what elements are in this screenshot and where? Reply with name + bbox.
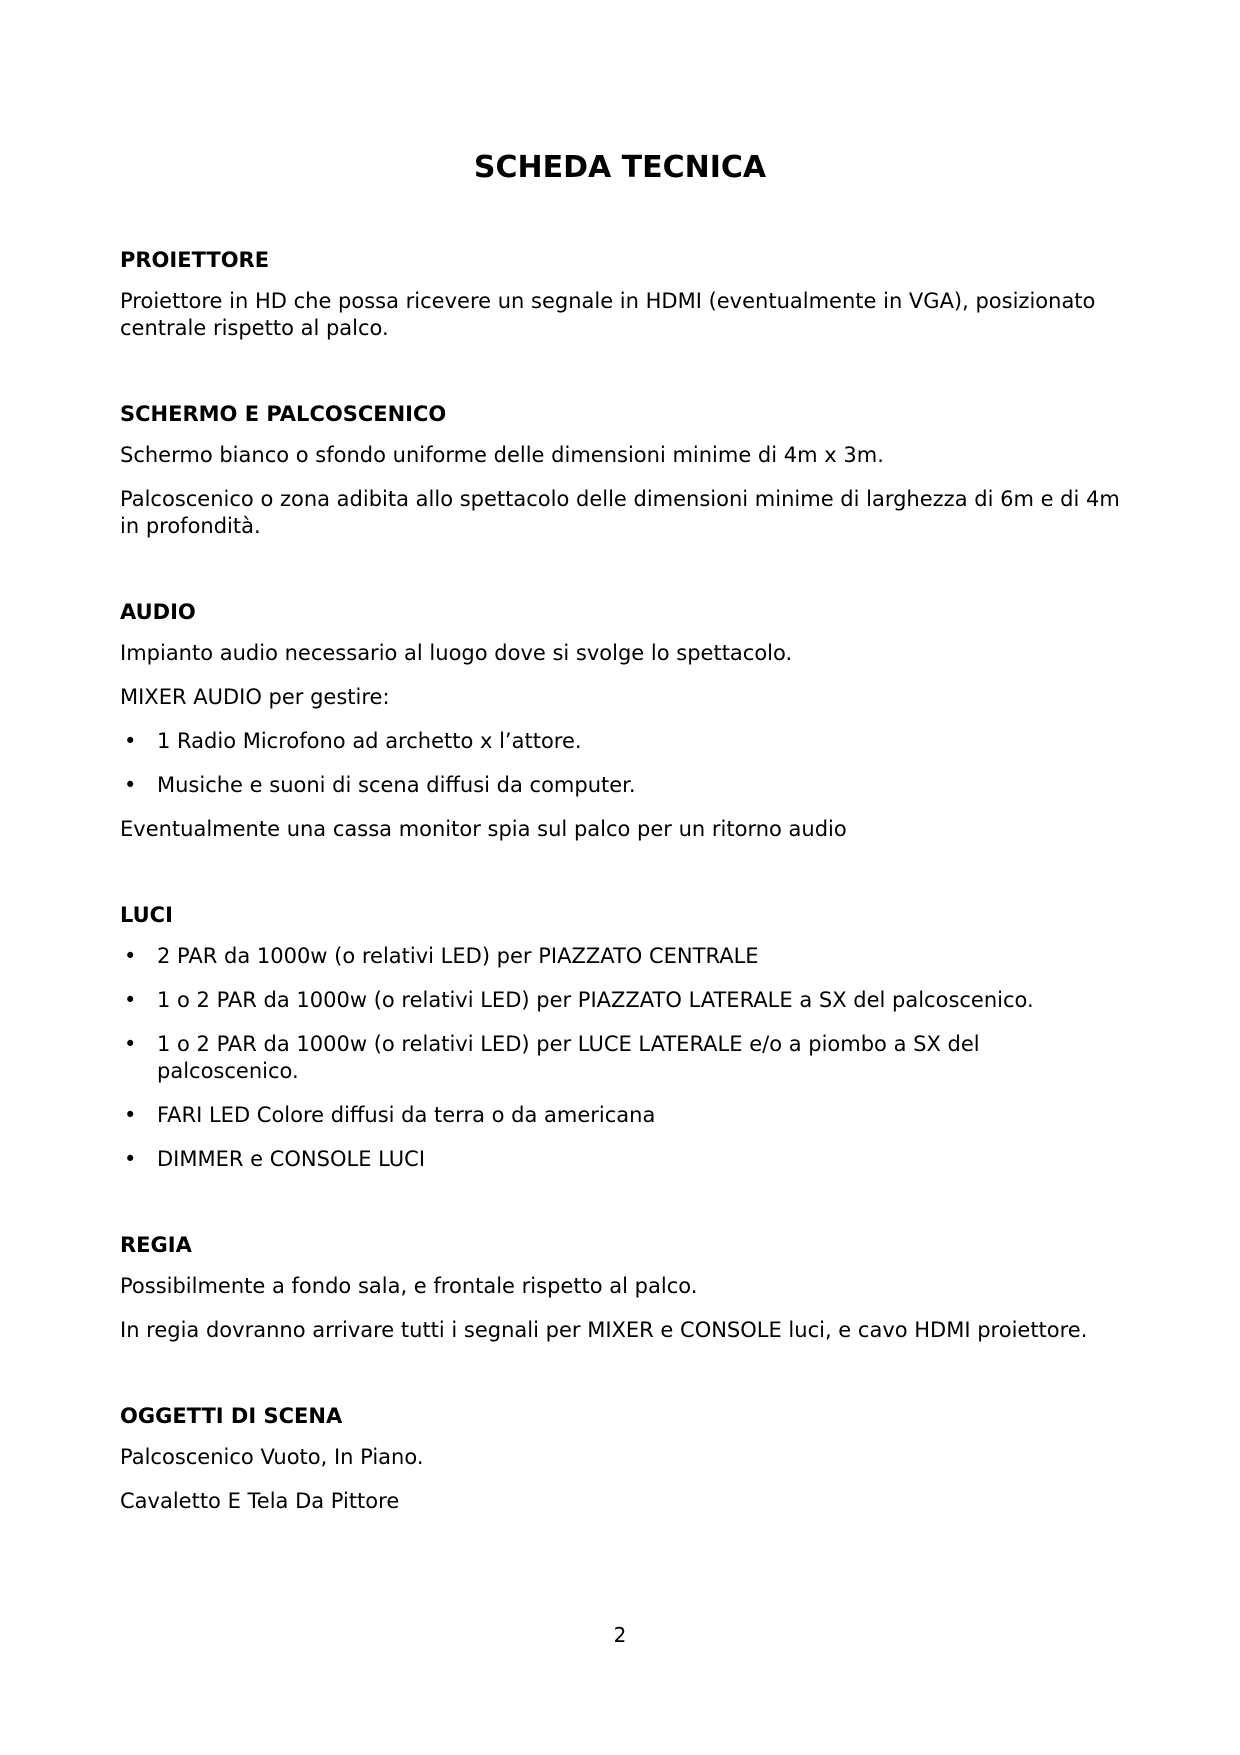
list-item (120, 987, 1120, 1014)
bullet-dot: • (124, 729, 137, 753)
section-regia (120, 1231, 1120, 1344)
bullet-dot: • (124, 1147, 137, 1171)
section-heading-schermo: SCHERMO E PALCOSCENICO (120, 402, 447, 426)
section-heading-regia: REGIA (120, 1233, 192, 1257)
section-schermo-e-palcoscenico (120, 400, 1120, 540)
paragraph: Eventualmente una cassa monitor spia sul palco per un ritorno audio (120, 817, 847, 841)
section-heading-oggetti: OGGETTI DI SCENA (120, 1404, 343, 1428)
paragraph: Cavaletto E Tela Da Pittore (120, 1489, 400, 1513)
list-item-text: 1 Radio Microfono ad archetto x l’attore. (157, 729, 582, 753)
paragraph: MIXER AUDIO per gestire: (120, 685, 390, 709)
section-heading-audio: AUDIO (120, 600, 196, 624)
list-item-text: 1 o 2 PAR da 1000w (o relativi LED) per LUCE LATERALE e/o a piombo a SX del palcoscenico. (157, 1032, 980, 1083)
section-luci (120, 901, 1120, 1173)
section-audio (120, 598, 1120, 843)
section-heading-luci: LUCI (120, 903, 173, 927)
list-item (120, 1102, 1120, 1129)
paragraph: Palcoscenico o zona adibita allo spettacolo delle dimensioni minime di larghezza di 6m e di 4m in profondità. (120, 487, 1120, 538)
list-item-text: 1 o 2 PAR da 1000w (o relativi LED) per PIAZZATO LATERALE a SX del palcoscenico. (157, 988, 1034, 1012)
section-oggetti-di-scena (120, 1402, 1120, 1515)
document-title: SCHEDA TECNICA (473, 150, 767, 185)
bullet-dot: • (124, 1032, 137, 1056)
bullet-dot: • (124, 1103, 137, 1127)
bullet-list-luci (120, 943, 1120, 1173)
bullet-dot: • (124, 773, 137, 797)
list-item-text: FARI LED Colore diffusi da terra o da americana (157, 1103, 656, 1127)
paragraph: Proiettore in HD che possa ricevere un segnale in HDMI (eventualmente in VGA), posizionato centrale rispetto al palco. (120, 289, 1096, 340)
list-item-text: DIMMER e CONSOLE LUCI (157, 1147, 426, 1171)
paragraph: Impianto audio necessario al luogo dove si svolge lo spettacolo. (120, 641, 793, 665)
paragraph: Schermo bianco o sfondo uniforme delle dimensioni minime di 4m x 3m. (120, 443, 884, 467)
list-item (120, 728, 1120, 755)
paragraph: Palcoscenico Vuoto, In Piano. (120, 1445, 424, 1469)
page-number: 2 (613, 1623, 627, 1647)
section-heading-proiettore: PROIETTORE (120, 248, 270, 272)
section-proiettore (120, 246, 1120, 342)
list-item (120, 1146, 1120, 1173)
list-item (120, 943, 1120, 970)
bullet-list-audio (120, 728, 1120, 799)
bullet-dot: • (124, 944, 137, 968)
list-item-text: Musiche e suoni di scena diffusi da computer. (157, 773, 636, 797)
paragraph: Possibilmente a fondo sala, e frontale rispetto al palco. (120, 1274, 698, 1298)
list-item-text: 2 PAR da 1000w (o relativi LED) per PIAZZATO CENTRALE (157, 944, 759, 968)
paragraph: In regia dovranno arrivare tutti i segnali per MIXER e CONSOLE luci, e cavo HDMI proiettore. (120, 1318, 1088, 1342)
bullet-dot: • (124, 988, 137, 1012)
list-item (120, 772, 1120, 799)
list-item (120, 1031, 1120, 1085)
